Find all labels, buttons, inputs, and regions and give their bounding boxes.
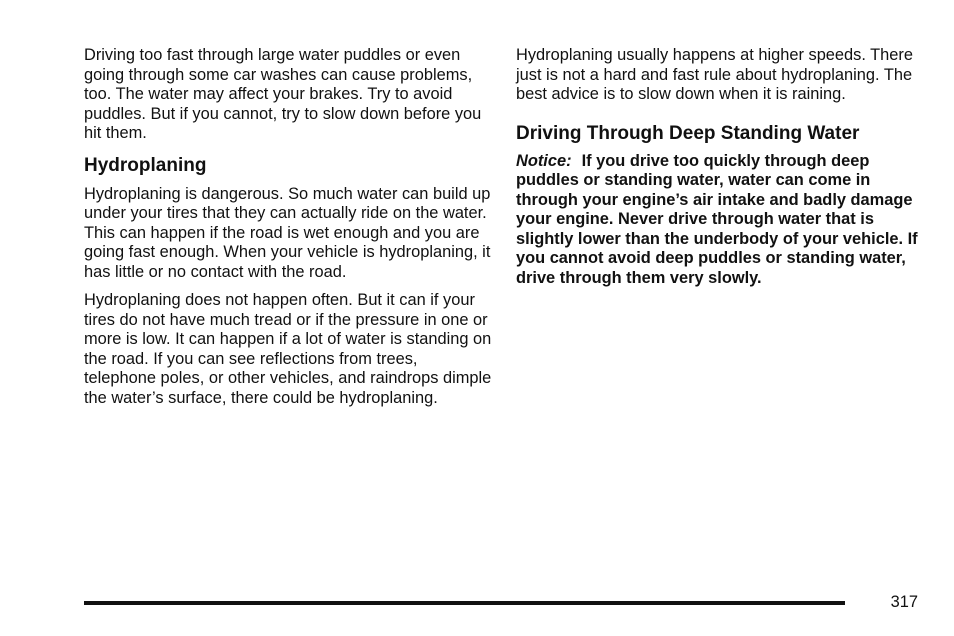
left-column <box>84 46 492 408</box>
notice-label: Notice: <box>516 151 572 170</box>
hydroplaning-paragraph-2: Hydroplaning does not happen often. But it can if your tires do not have much tread or if the pressure in one or more is low. It can happen if a lot of water is standing on the road. If you can see reflections from trees, telephone poles, or other vehicles, and raindrops dimple the water’s surface, there could be hydroplaning. <box>84 291 492 407</box>
puddles-paragraph: Driving too fast through large water puddles or even going through some car washes can cause problems, too. The water may affect your brakes. Try to avoid puddles. But if you cannot, try to slow down before you hit them. <box>84 46 482 142</box>
deep-water-heading: Driving Through Deep Standing Water <box>516 122 860 144</box>
page-number: 317 <box>890 593 918 611</box>
hydroplaning-heading: Hydroplaning <box>84 154 207 176</box>
right-column <box>516 46 922 288</box>
hydroplaning-paragraph-1: Hydroplaning is dangerous. So much water can build up under your tires that they can actually ride on the water. This can happen if the road is wet enough and you are going fast enough. When your vehicle is hydroplaning, it has little or no contact with the road. <box>84 184 491 281</box>
footer-rule <box>84 601 845 605</box>
notice-block <box>516 152 922 289</box>
notice-text: If you drive too quickly through deep puddles or standing water, water can come in through your engine’s air intake and badly damage your engine. Never drive through water that is slightly lower than the underbody of your vehicle. If you cannot avoid deep puddles or standing water, drive through them very slowly. <box>516 151 918 287</box>
hydroplaning-speed-paragraph: Hydroplaning usually happens at higher speeds. There just is not a hard and fast rule about hydroplaning. The best advice is to slow down when it is raining. <box>516 46 913 103</box>
